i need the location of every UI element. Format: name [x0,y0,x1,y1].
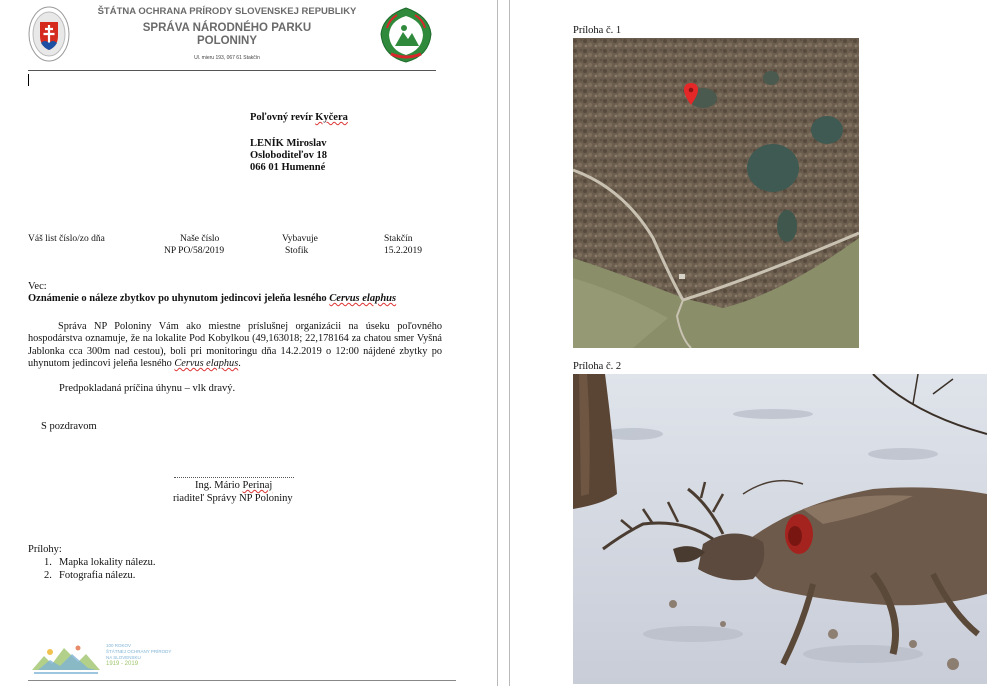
greeting: S pozdravom [41,421,97,432]
body-end: . [238,358,241,370]
body-paragraph [28,321,442,371]
ref-place-label: Stakčín [384,234,413,244]
recipient-city: 066 01 Humenné [250,162,326,173]
attachment-1-text: Mapka lokality nálezu. [59,557,156,568]
deer-remains-photo [573,374,987,684]
footer-divider [28,680,456,681]
attachment-1-num: 1. [44,557,52,568]
signatory-title: riaditeľ Správy NP Poloniny [173,493,293,504]
recipient-street: Osloboditeľov 18 [250,150,327,161]
attachment-2-num: 2. [44,570,52,581]
anniversary-years: 1919 - 2019 [106,661,139,667]
letterhead-address: Ul. mieru 193, 067 61 Stakčín [194,55,260,61]
ref-our-number-value: NP PO/58/2019 [164,246,225,256]
subject-label: Vec: [28,281,47,292]
ref-our-number-label: Naše číslo [180,234,220,244]
signatory-name-prefix: Ing. Mário [195,480,243,491]
ref-handled-by-label: Vybavuje [282,234,318,244]
signatory-name [195,480,272,491]
signature-line [174,477,294,478]
anniversary-line3: NA SLOVENSKU [106,655,141,660]
anniversary-line2: ŠTÁTNEJ OCHRANY PRÍRODY [106,649,172,654]
recipient-name: LENÍK Miroslav [250,138,327,149]
attachment-1 [44,557,156,568]
ref-handled-by-value: Stofik [285,246,309,256]
ref-your-letter-label: Váš list číslo/zo dňa [28,234,105,244]
park-name-line2: POLONINY [196,35,258,47]
attachment-caption-2: Príloha č. 2 [573,361,622,372]
letterhead-divider [28,70,436,71]
park-name-line1: SPRÁVA NÁRODNÉHO PARKU [142,22,312,34]
ref-date-value: 15.2.2019 [384,246,422,256]
authority-name: ŠTÁTNA OCHRANA PRÍRODY SLOVENSKEJ REPUBLIKY [97,6,357,17]
hunting-ground [250,112,348,123]
location-map-image [573,38,859,348]
subject-text: Oznámenie o náleze zbytkov po uhynutom jedincovi jeleňa lesného [28,293,330,304]
anniversary-text [106,643,186,667]
subject-line [28,293,396,304]
attachment-2 [44,570,136,581]
park-name [62,22,392,48]
anniversary-line1: 100 ROKOV [106,643,132,648]
signatory-surname: Perinaj [242,480,273,491]
text-cursor [28,74,29,86]
anniversary-logo [30,640,102,676]
body-text: Správa NP Poloniny Vám ako miestne príslušnej organizácii na úseku poľovného hospodárstva oznamuje, že na lokalite Pod Kobylkou (49,163018; 22,178164 za chatou smer Vyšná Jablonka cca 300m nad cestou), boli pri monitoringu dňa 14.2.2019 o 12:00 nájdené zbytky po uhynutom jedincovi jeleňa lesného [28,321,442,370]
cause-of-death: Predpokladaná príčina úhynu – vlk dravý. [59,383,236,394]
hunting-ground-name: Kyčera [315,112,348,123]
attachments-label: Prílohy: [28,544,62,555]
attachment-2-text: Fotografia nálezu. [59,570,136,581]
subject-species: Cervus elaphus [329,293,397,304]
national-park-logo [377,6,435,64]
hunting-ground-prefix: Poľovný revír [250,112,316,123]
body-species: Cervus elaphus [174,358,239,370]
page-edge-left [497,0,498,686]
attachment-caption-1: Príloha č. 1 [573,25,622,36]
